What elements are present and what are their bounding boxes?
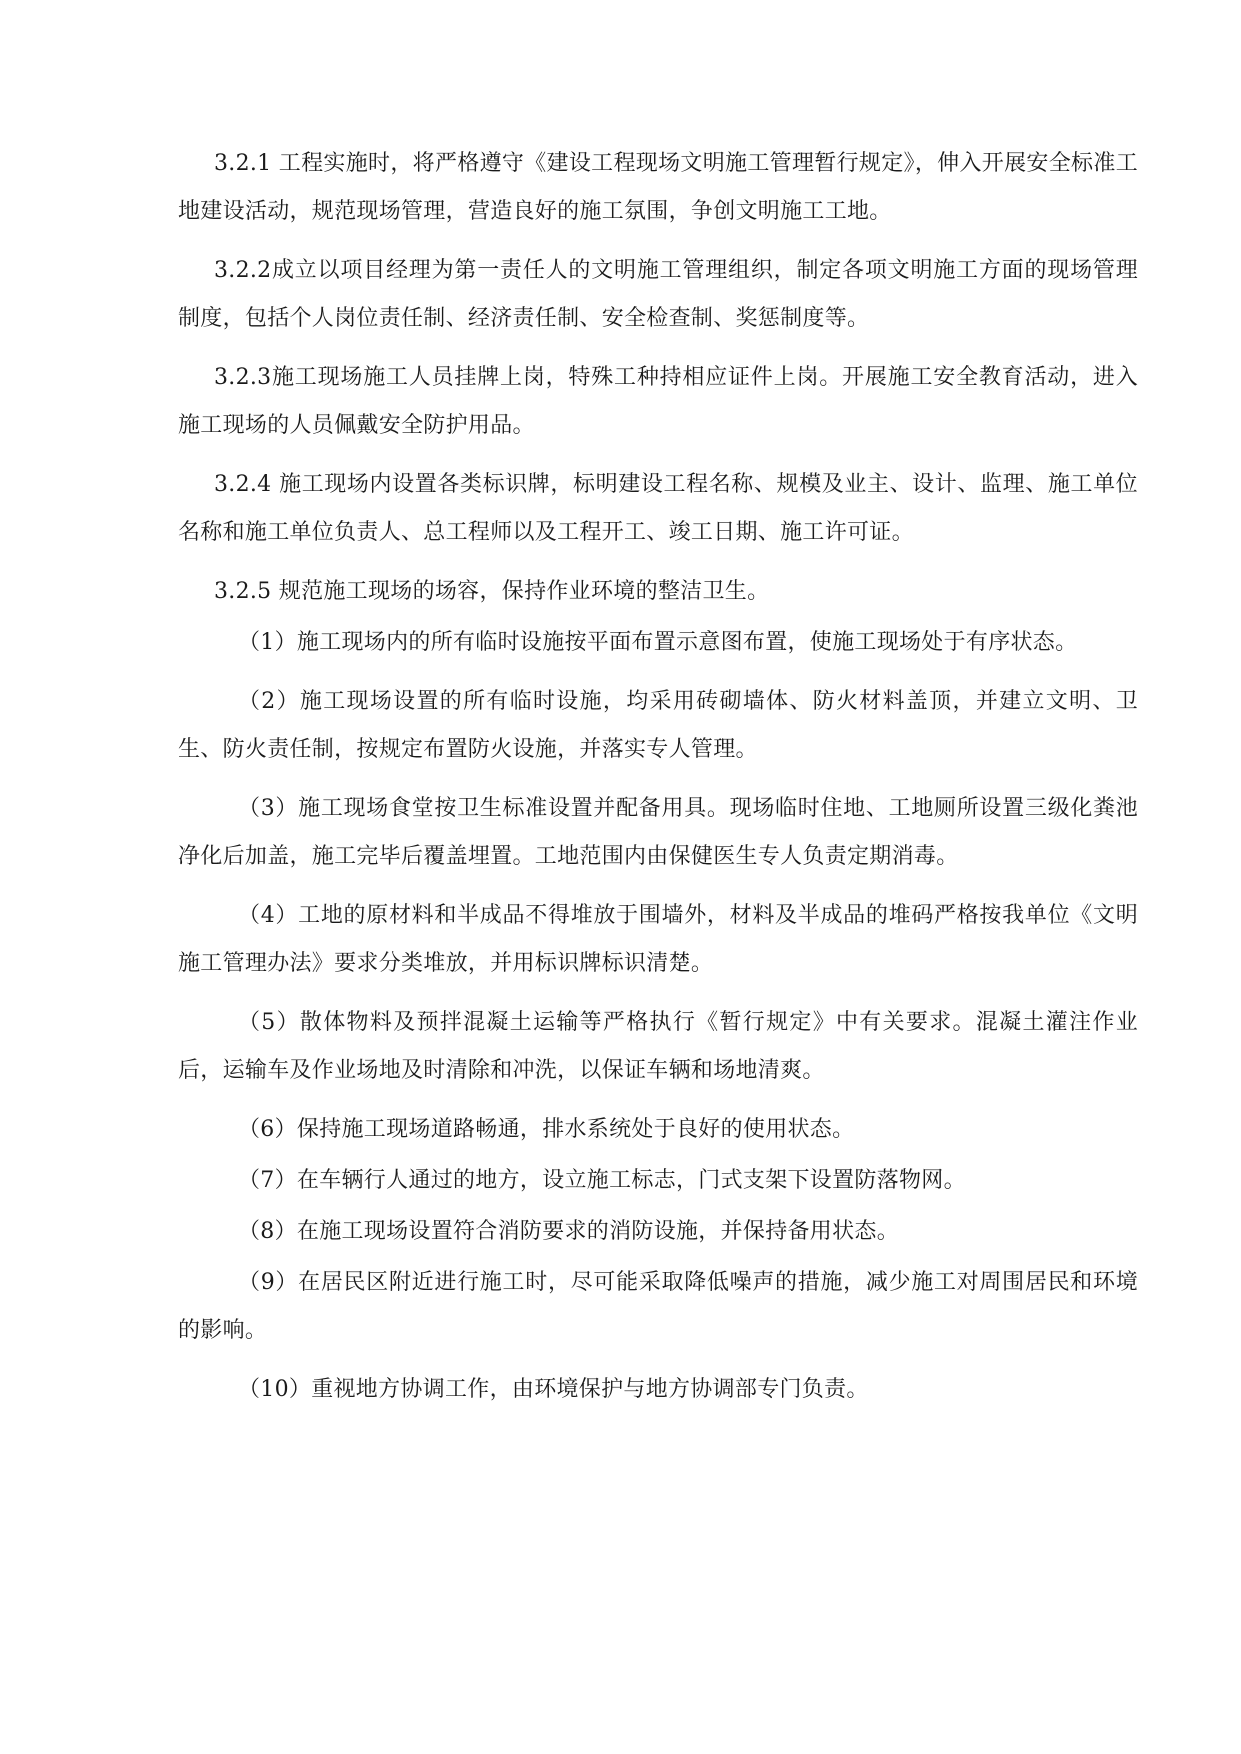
list-item-4: （4）工地的原材料和半成品不得堆放于围墙外，材料及半成品的堆码严格按我单位《文明施工管理办法》要求分类堆放，并用标识牌标识清楚。 <box>178 903 1138 976</box>
paragraph-3-2-3: 3.2.3施工现场施工人员挂牌上岗，特殊工种持相应证件上岗。开展施工安全教育活动，进入施工现场的人员佩戴安全防护用品。 <box>178 365 1138 438</box>
document-body <box>178 140 1138 1425</box>
list-item-1: （1）施工现场内的所有临时设施按平面布置示意图布置，使施工现场处于有序状态。 <box>238 630 1078 655</box>
paragraph-3-2-1: 3.2.1 工程实施时，将严格遵守《建设工程现场文明施工管理暂行规定》，伸入开展安全标准工地建设活动，规范现场管理，营造良好的施工氛围，争创文明施工工地。 <box>178 151 1138 224</box>
list-item-10: （10）重视地方协调工作，由环境保护与地方协调部专门负责。 <box>238 1377 869 1402</box>
paragraph-3-2-5: 3.2.5 规范施工现场的场容，保持作业环境的整洁卫生。 <box>214 579 770 604</box>
list-item-3: （3）施工现场食堂按卫生标准设置并配备用具。现场临时住地、工地厕所设置三级化粪池净化后加盖，施工完毕后覆盖埋置。工地范围内由保健医生专人负责定期消毒。 <box>178 796 1138 869</box>
paragraph-3-2-2: 3.2.2成立以项目经理为第一责任人的文明施工管理组织，制定各项文明施工方面的现场管理制度，包括个人岗位责任制、经济责任制、安全检查制、奖惩制度等。 <box>178 258 1138 331</box>
list-item-8: （8）在施工现场设置符合消防要求的消防设施，并保持备用状态。 <box>238 1219 899 1244</box>
paragraph-3-2-4: 3.2.4 施工现场内设置各类标识牌，标明建设工程名称、规模及业主、设计、监理、施工单位名称和施工单位负责人、总工程师以及工程开工、竣工日期、施工许可证。 <box>178 472 1138 545</box>
list-item-6: （6）保持施工现场道路畅通，排水系统处于良好的使用状态。 <box>238 1117 855 1142</box>
list-item-9: （9）在居民区附近进行施工时，尽可能采取降低噪声的措施，减少施工对周围居民和环境的影响。 <box>178 1270 1138 1343</box>
list-item-2: （2）施工现场设置的所有临时设施，均采用砖砌墙体、防火材料盖顶，并建立文明、卫生、防火责任制，按规定布置防火设施，并落实专人管理。 <box>178 689 1138 762</box>
list-item-7: （7）在车辆行人通过的地方，设立施工标志，门式支架下设置防落物网。 <box>238 1168 966 1193</box>
list-item-5: （5）散体物料及预拌混凝土运输等严格执行《暂行规定》中有关要求。混凝土灌注作业后，运输车及作业场地及时清除和冲洗，以保证车辆和场地清爽。 <box>178 1010 1138 1083</box>
